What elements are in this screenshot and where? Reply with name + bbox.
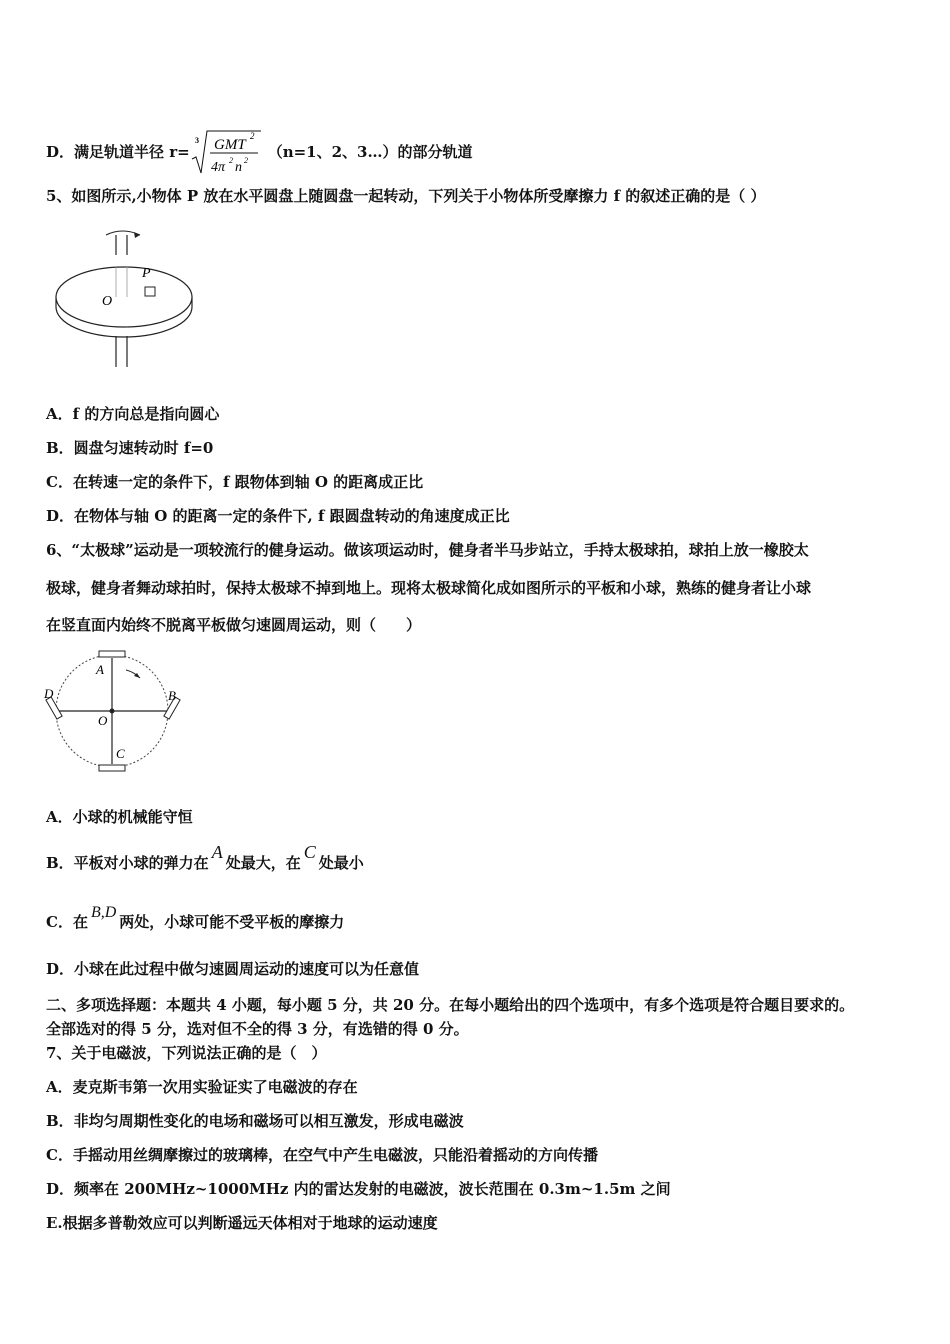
q5-option-b: B．圆盘匀速转动时 f=0 — [46, 439, 214, 457]
q6-option-c-sym: B,D — [90, 904, 117, 921]
rotating-disk-figure — [50, 225, 200, 370]
q6-option-c-post: 两处，小球可能不受平板的摩擦力 — [119, 913, 345, 931]
q6-stem-line3: 在竖直面内始终不脱离平板做匀速圆周运动，则（ ） — [46, 616, 422, 634]
label-o: O — [102, 294, 113, 309]
q6-option-c-pre: C．在 — [46, 913, 88, 931]
q6-option-b — [46, 842, 364, 873]
label-p: P — [142, 266, 151, 281]
numerator-exp: 2 — [249, 131, 255, 141]
numerator: GMT — [213, 137, 246, 153]
taiji-ball-figure — [40, 648, 190, 774]
cube-root-formula — [190, 127, 262, 179]
q7-option-e: E.根据多普勒效应可以判断遥远天体相对于地球的运动速度 — [46, 1214, 438, 1232]
label-d: D — [44, 686, 54, 701]
q7-option-a: A．麦克斯韦第一次用实验证实了电磁波的存在 — [46, 1078, 358, 1096]
q6-option-b-post: 处最小 — [318, 854, 364, 872]
q6-stem-line2: 极球，健身者舞动球拍时，保持太极球不掉到地上。现将太极球简化成如图所示的平板和小球，熟练的健身者让小球 — [46, 579, 812, 597]
q6-option-b-mid: 处最大，在 — [225, 854, 301, 872]
q6-stem-line1: 6、“太极球”运动是一项较流行的健身运动。做该项运动时，健身者半马步站立，手持太极球拍，球拍上放一橡胶太 — [46, 541, 809, 559]
q7-option-d: D．频率在 200MHz~1000MHz 内的雷达发射的电磁波，波长范围在 0.3m~1.5m 之间 — [46, 1180, 671, 1198]
q7-stem: 7、关于电磁波，下列说法正确的是（ ） — [46, 1044, 327, 1062]
q5-option-d: D．在物体与轴 O 的距离一定的条件下, f 跟圆盘转动的角速度成正比 — [46, 507, 510, 525]
root-index: 3 — [194, 136, 199, 145]
denominator-n: n — [234, 160, 242, 175]
q6-option-c — [46, 904, 345, 933]
label-o: O — [98, 713, 108, 728]
label-c: C — [116, 746, 125, 761]
section2-line1: 二、多项选择题：本题共 4 小题，每小题 5 分，共 20 分。在每小题给出的四个选项中，有多个选项是符合题目要求的。 — [46, 996, 855, 1014]
q4-option-d-suffix: （n=1、2、3…）的部分轨道 — [267, 143, 473, 161]
q4-option-d — [46, 127, 473, 179]
denominator-a: 4π — [210, 160, 225, 175]
q5-option-c: C．在转速一定的条件下，f 跟物体到轴 O 的距离成正比 — [46, 473, 424, 491]
denominator-exp2: 2 — [243, 156, 248, 165]
q6-option-b-sym1: A — [211, 842, 223, 862]
denominator-exp1: 2 — [228, 156, 233, 165]
q6-option-b-sym2: C — [303, 842, 316, 862]
q5-stem: 5、如图所示,小物体 P 放在水平圆盘上随圆盘一起转动，下列关于小物体所受摩擦力 f 的叙述正确的是（ ） — [46, 187, 766, 205]
q7-option-b: B．非均匀周期性变化的电场和磁场可以相互激发，形成电磁波 — [46, 1112, 464, 1130]
section2-line2: 全部选对的得 5 分，选对但不全的得 3 分，有选错的得 0 分。 — [46, 1020, 469, 1038]
label-a: A — [96, 662, 104, 677]
q6-option-b-pre: B．平板对小球的弹力在 — [46, 854, 209, 872]
q6-option-a: A．小球的机械能守恒 — [46, 808, 193, 826]
q7-option-c: C．手摇动用丝绸摩擦过的玻璃棒，在空气中产生电磁波，只能沿着摇动的方向传播 — [46, 1146, 598, 1164]
q4-option-d-prefix: D．满足轨道半径 r= — [46, 143, 190, 161]
q6-option-d: D．小球在此过程中做匀速圆周运动的速度可以为任意值 — [46, 960, 420, 978]
label-b: B — [168, 688, 176, 703]
q5-option-a: A．f 的方向总是指向圆心 — [46, 405, 220, 423]
